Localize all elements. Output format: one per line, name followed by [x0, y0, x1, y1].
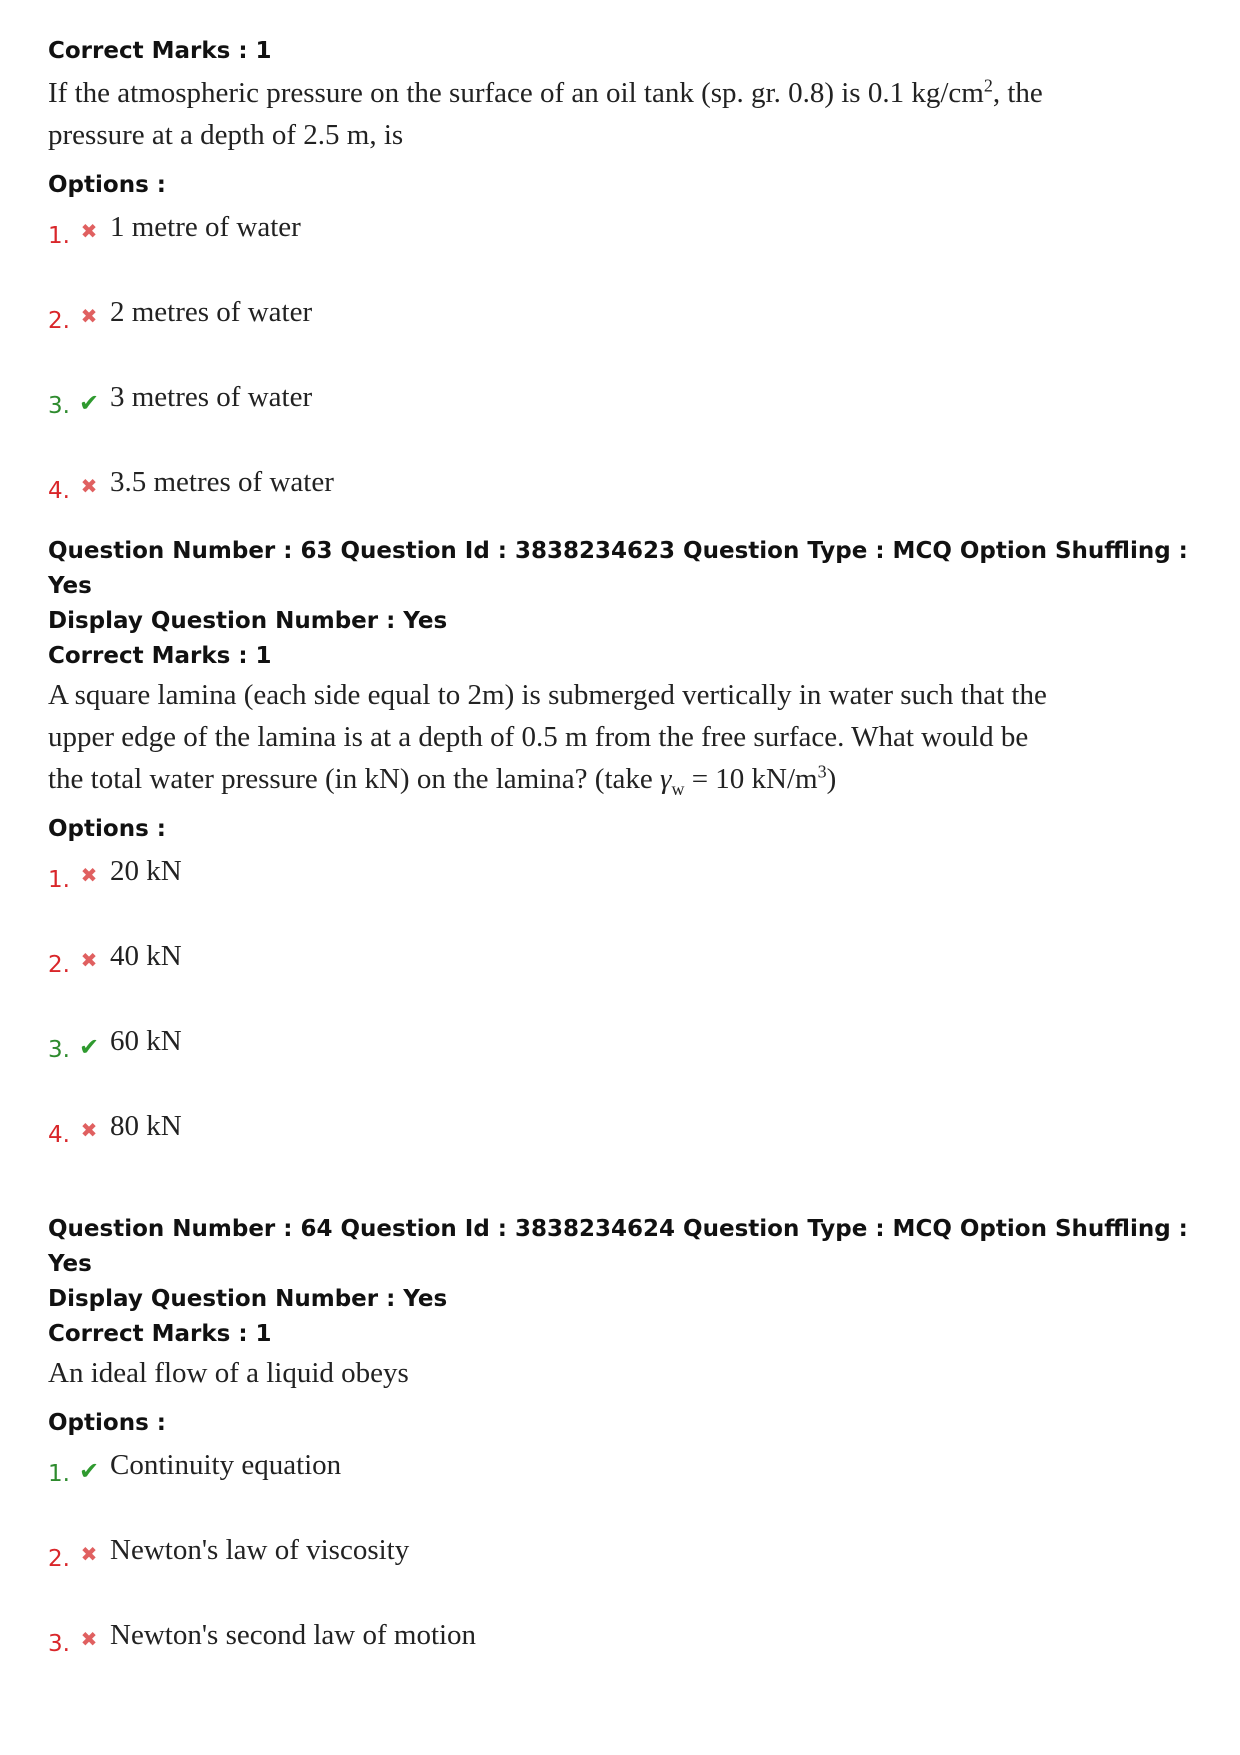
- option-number: 4.: [48, 1122, 70, 1148]
- question-header: Question Number : 63 Question Id : 3838234623 Question Type : MCQ Option Shuffling : Yes: [48, 538, 1188, 599]
- question-63: [48, 534, 1208, 1195]
- cross-icon: ✖: [80, 474, 98, 498]
- option-number: 2.: [48, 1546, 70, 1572]
- option-text: Newton's second law of motion: [110, 1619, 477, 1651]
- option-1: [48, 1449, 1208, 1534]
- correct-marks: Correct Marks : 1: [48, 38, 272, 64]
- option-3: [48, 1619, 1208, 1704]
- option-number: 3.: [48, 1631, 70, 1657]
- option-4: [48, 1110, 1208, 1195]
- cross-icon: ✖: [80, 1627, 98, 1651]
- options-label: Options :: [48, 816, 166, 842]
- option-text: 60 kN: [110, 1025, 182, 1057]
- options-list: [48, 1449, 1208, 1704]
- option-text: 1 metre of water: [110, 211, 301, 243]
- option-number: 1.: [48, 223, 70, 249]
- option-number: 2.: [48, 952, 70, 978]
- correct-marks: Correct Marks : 1: [48, 643, 272, 669]
- option-2: [48, 296, 1208, 381]
- options-label: Options :: [48, 172, 166, 198]
- option-number: 3.: [48, 393, 70, 419]
- cross-icon: ✖: [80, 948, 98, 972]
- check-icon: ✔: [78, 389, 100, 417]
- gamma-symbol: γ: [660, 763, 672, 795]
- display-question-number: Display Question Number : Yes: [48, 608, 448, 634]
- cross-icon: ✖: [80, 863, 98, 887]
- question-62: [48, 34, 1208, 551]
- question-64: [48, 1212, 1208, 1704]
- option-1: [48, 211, 1208, 296]
- option-number: 1.: [48, 867, 70, 893]
- display-question-number: Display Question Number : Yes: [48, 1286, 448, 1312]
- option-1: [48, 855, 1208, 940]
- cross-icon: ✖: [80, 1542, 98, 1566]
- question-header: Question Number : 64 Question Id : 3838234624 Question Type : MCQ Option Shuffling : Yes: [48, 1216, 1188, 1277]
- option-number: 1.: [48, 1461, 70, 1487]
- question-text: If the atmospheric pressure on the surface of an oil tank (sp. gr. 0.8) is 0.1 $kg/cm^2$, the pressure at a depth of 2.5 m, is: [48, 75, 1043, 151]
- option-text: 20 kN: [110, 855, 182, 887]
- option-number: 2.: [48, 308, 70, 334]
- option-3: [48, 381, 1208, 466]
- options-list: [48, 855, 1208, 1195]
- options-label: Options :: [48, 1410, 166, 1436]
- check-icon: ✔: [78, 1033, 100, 1061]
- option-text: 80 kN: [110, 1110, 182, 1142]
- cross-icon: ✖: [80, 304, 98, 328]
- option-number: 4.: [48, 478, 70, 504]
- option-3: [48, 1025, 1208, 1110]
- option-number: 3.: [48, 1037, 70, 1063]
- option-2: [48, 940, 1208, 1025]
- question-text: An ideal flow of a liquid obeys: [48, 1357, 409, 1389]
- cross-icon: ✖: [80, 219, 98, 243]
- cross-icon: ✖: [80, 1118, 98, 1142]
- question-text: A square lamina (each side equal to 2m) is submerged vertically in water such that the upper edge of the lamina is at a depth of 0.5 m from the free surface. What would be the total water pressure (in kN) on the lamina? (take $\gamma_w = 10$ $kN/m^3$): [48, 679, 1047, 799]
- option-text: 40 kN: [110, 940, 182, 972]
- option-text: 2 metres of water: [110, 296, 313, 328]
- correct-marks: Correct Marks : 1: [48, 1321, 272, 1347]
- check-icon: ✔: [78, 1457, 100, 1485]
- option-text: Continuity equation: [110, 1449, 342, 1481]
- option-text: 3 metres of water: [110, 381, 313, 413]
- option-2: [48, 1534, 1208, 1619]
- option-text: Newton's law of viscosity: [110, 1534, 410, 1566]
- options-list: [48, 211, 1208, 551]
- option-text: 3.5 metres of water: [110, 466, 334, 498]
